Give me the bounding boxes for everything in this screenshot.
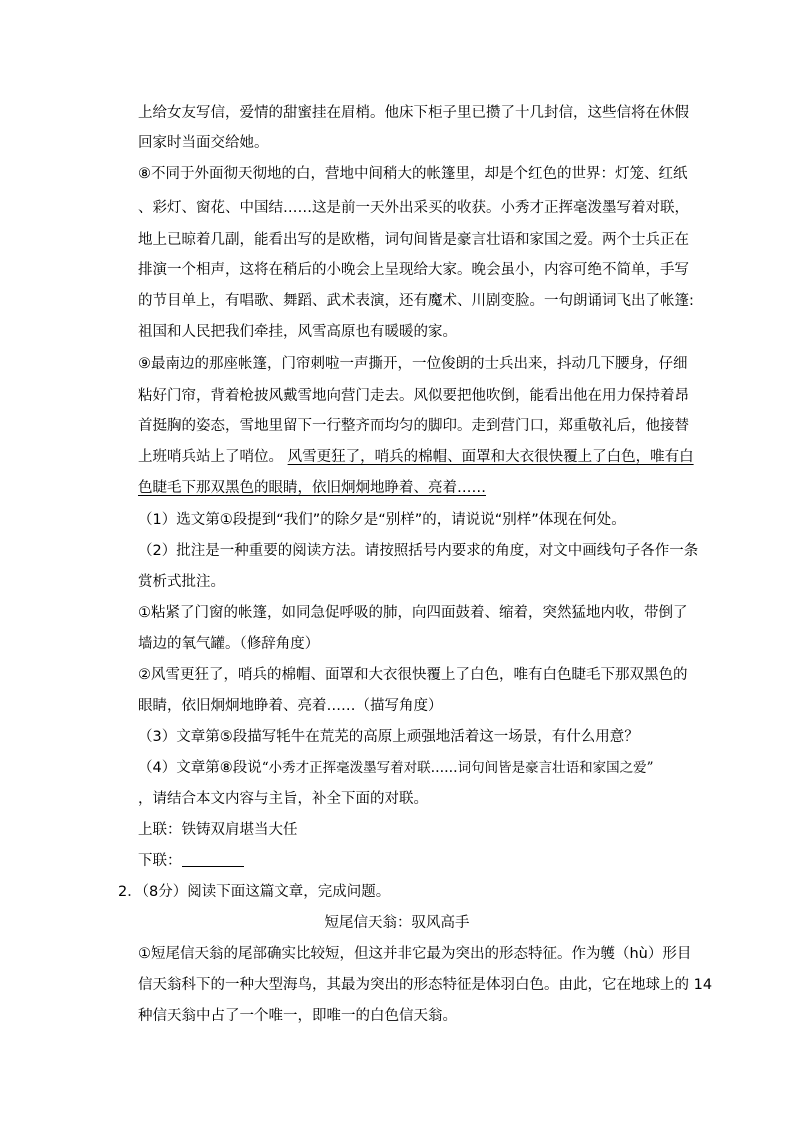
couplet-lower [138,851,678,871]
section-2-heading: 2．（8分）阅读下面这篇文章，完成问题。 [118,884,391,900]
article-title: 短尾信天翁：驭风高手 [324,915,470,931]
text-line: ①短尾信天翁的尾部确实比较短，但这并非它最为突出的形态特征。作为鹱（hù）形目 [138,946,692,962]
couplet-lower-label: 下联： [138,853,182,869]
text-line: 地上已晾着几副，能看出写的是欧楷，词句间皆是豪言壮语和家国之爱。两个士兵正在 [138,232,689,248]
question-3: （3）文章第⑤段描写牦牛在荒芜的高原上顽强地活着这一场景，有什么用意？ [138,729,639,745]
question-1: （1）选文第①段提到“我们”的除夕是“别样”的，请说说“别样”体现在何处。 [138,512,626,528]
text-line: 的节目单上，有唱歌、舞蹈、武术表演，还有魔术、川剧变脸。一句朗诵词飞出了帐篷: [138,293,694,309]
answer-blank[interactable] [182,852,244,867]
text-line [138,478,678,498]
underlined-sentence: 风雪更狂了，哨兵的棉帽、面罩和大衣很快覆上了白色，唯有白 [287,449,694,465]
text-line: 首挺胸的姿态，雪地里留下一行整齐而均匀的脚印。走到营门口，郑重敬礼后，他接替 [138,418,689,434]
question-4 [138,758,678,778]
text-line: 回家时当面交给她。 [138,135,269,151]
text-line: 粘好门帘，背着枪披风戴雪地向营门走去。风似要把他吹倒，能看出他在用力保持着昂 [138,388,689,404]
question-2-b-cont: 眼睛，依旧炯炯地睁着、亮着……（描写角度） [138,698,443,714]
text-line: 排演一个相声，这将在稍后的小晚会上呈现给大家。晚会虽小，内容可绝不简单，手写 [138,262,689,278]
text-line: 种信天翁中占了一个唯一，即唯一的白色信天翁。 [138,1008,457,1024]
text-line: 信天翁科下的一种大型海鸟，其最为突出的形态特征是体羽白色。由此，它在地球上的 14 [138,977,713,993]
text-line: 、彩灯、窗花、中国结……这是前一天外出采买的收获。小秀才正挥毫泼墨写着对联， [138,200,689,216]
question-4-prefix: （4）文章第⑧段说 [138,760,262,776]
underlined-sentence: 色睫毛下那双黑色的眼睛，依旧炯炯地睁着、亮着…… [138,480,486,496]
text-line: 上给女友写信，爱情的甜蜜挂在眉梢。他床下柜子里已攒了十几封信，这些信将在休假 [138,105,689,121]
question-2-a: ①粘紧了门窗的帐篷，如同急促呼吸的肺，向四面鼓着、缩着，突然猛地内收，带倒了 [138,605,688,621]
question-2-b: ②风雪更狂了，哨兵的棉帽、面罩和大衣很快覆上了白色，唯有白色睫毛下那双黑色的 [138,667,688,683]
question-2: （2）批注是一种重要的阅读方法。请按照括号内要求的角度，对文中画线句子各作一条 [138,543,699,559]
plain-text: 上班哨兵站上了哨位。 [138,449,283,465]
text-line [138,447,694,467]
text-line: ⑨最南边的那座帐篷，门帘刺啦一声撕开，一位俊朗的士兵出来，抖动几下腰身，仔细 [138,356,688,372]
question-2-a-cont: 墙边的氧气罐。（修辞角度） [138,636,320,652]
question-2-cont: 赏析式批注。 [138,574,225,590]
question-4-cont: ，请结合本文内容与主旨，补全下面的对联。 [138,791,428,807]
text-line: 祖国和人民把我们牵挂，风雪高原也有暖暖的家。 [138,324,457,340]
question-4-quote: “小秀才正挥毫泼墨写着对联……词句间皆是豪言壮语和家国之爱” [261,760,654,776]
couplet-upper: 上联：铁铸双肩堪当大任 [138,822,298,838]
text-line: ⑧不同于外面彻天彻地的白，营地中间稍大的帐篷里，却是个红色的世界：灯笼、红纸 [138,166,688,182]
